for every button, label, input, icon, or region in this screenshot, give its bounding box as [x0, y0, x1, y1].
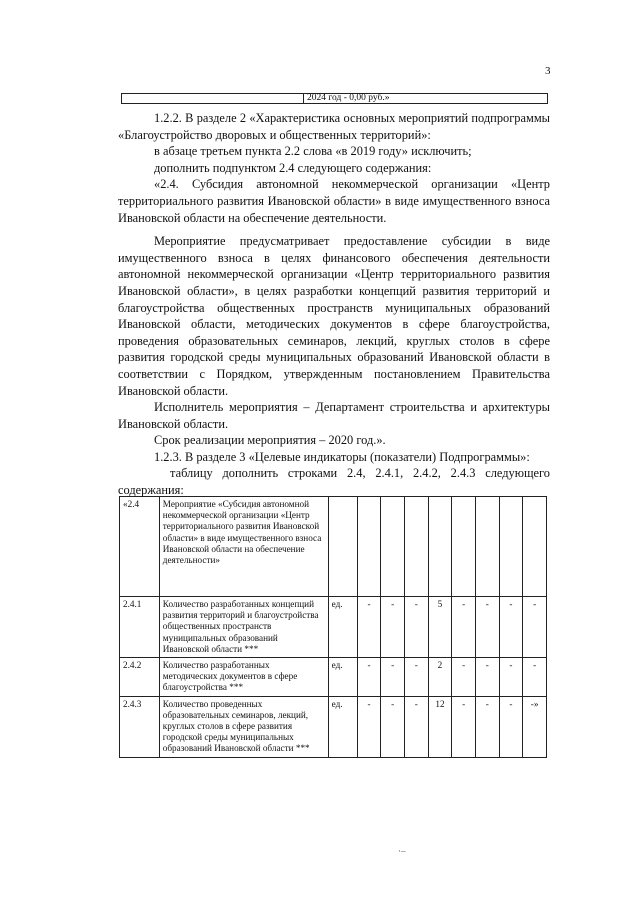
row-name: Количество проведенных образовательных семинаров, лекций, круглых столов в сфере развития городской среды муниципальных образований Ивановской области ***	[159, 696, 328, 757]
row-unit: ед.	[328, 597, 357, 658]
row-value: -	[452, 597, 476, 658]
table-row	[120, 597, 547, 658]
row-value: -	[357, 696, 381, 757]
row-value: -	[404, 658, 428, 697]
table-row	[120, 497, 547, 597]
row-value	[499, 497, 523, 597]
row-value	[452, 497, 476, 597]
row-value: -	[475, 696, 499, 757]
row-value	[404, 497, 428, 597]
page-number: 3	[545, 65, 551, 77]
row-value: -	[523, 597, 547, 658]
indicators-table	[119, 496, 547, 758]
paragraph-add-subitem: дополнить подпунктом 2.4 следующего содержания:	[154, 160, 432, 175]
paragraph-remove-words: в абзаце третьем пункта 2.2 слова «в 2019 году» исключить;	[154, 144, 472, 159]
row-unit: ед.	[328, 696, 357, 757]
table-row	[120, 696, 547, 757]
row-value: 12	[428, 696, 452, 757]
row-value	[428, 497, 452, 597]
row-value: -	[499, 658, 523, 697]
row-value: -	[475, 658, 499, 697]
previous-table-last-row	[121, 93, 548, 104]
row-value: -	[381, 658, 405, 697]
row-number: 2.4.3	[120, 696, 160, 757]
row-value: -	[475, 597, 499, 658]
paragraph-table-intro: таблицу дополнить строками 2.4, 2.4.1, 2.4.2, 2.4.3 следующего содержания:	[118, 466, 550, 498]
paragraph-1-2-3: 1.2.3. В разделе 3 «Целевые индикаторы (показатели) Подпрограммы»:	[154, 449, 530, 464]
table-row	[120, 658, 547, 697]
row-name: Количество разработанных методических документов в сфере благоустройства ***	[159, 658, 328, 697]
row-value: -»	[523, 696, 547, 757]
row-value: -	[499, 696, 523, 757]
row-value	[381, 497, 405, 597]
row-value: -	[381, 696, 405, 757]
scan-mark-icon: ·–	[398, 846, 406, 856]
paragraph-executor: Исполнитель мероприятия – Департамент строительства и архитектуры Ивановской области.	[118, 400, 550, 431]
row-value: -	[523, 658, 547, 697]
previous-table-cell: 2024 год - 0,00 руб.»	[303, 93, 389, 104]
row-number: 2.4.2	[120, 658, 160, 697]
row-value: -	[452, 658, 476, 697]
body-text	[118, 110, 550, 499]
row-value: -	[404, 696, 428, 757]
row-value	[475, 497, 499, 597]
row-value: -	[381, 597, 405, 658]
row-value	[523, 497, 547, 597]
row-number: 2.4.1	[120, 597, 160, 658]
paragraph-1-2-2: 1.2.2. В разделе 2 «Характеристика основных мероприятий подпрограммы «Благоустройство дворовых и общественных территорий»:	[118, 111, 550, 142]
row-value	[357, 497, 381, 597]
row-value: 2	[428, 658, 452, 697]
row-value: -	[404, 597, 428, 658]
row-value: -	[452, 696, 476, 757]
row-value: -	[499, 597, 523, 658]
row-value: -	[357, 597, 381, 658]
paragraph-2-4-title: «2.4. Субсидия автономной некоммерческой организации «Центр территориального развития Ивановской области» в виде имущественного взноса Ивановской области на обеспечение деятельности.	[118, 177, 550, 225]
row-value: 5	[428, 597, 452, 658]
row-name: Мероприятие «Субсидия автономной некоммерческой организации «Центр территориального развития Ивановской области» в виде имущественного взноса Ивановской области на обеспечение деятельности»	[159, 497, 328, 597]
row-value: -	[357, 658, 381, 697]
row-number: «2.4	[120, 497, 160, 597]
paragraph-measure-description: Мероприятие предусматривает предоставление субсидии в виде имущественного взноса в целях финансового обеспечения деятельности автономной некоммерческой организации «Центр территориального развития Ивановской области», в целях разработки концепций развития территорий и благоустройства общественных пространств муниципальных образований Ивановской области, методических документов в сфере благоустройства, проведения образовательных семинаров, лекций, круглых столов в сфере развития городской среды муниципальных образований Ивановской области в соответствии с Порядком, утвержденным постановлением Правительства Ивановской области.	[118, 234, 550, 398]
row-unit	[328, 497, 357, 597]
row-name: Количество разработанных концепций развития территорий и благоустройства общественных пространств муниципальных образований Ивановской области ***	[159, 597, 328, 658]
paragraph-deadline: Срок реализации мероприятия – 2020 год.».	[154, 433, 386, 448]
row-unit: ед.	[328, 658, 357, 697]
